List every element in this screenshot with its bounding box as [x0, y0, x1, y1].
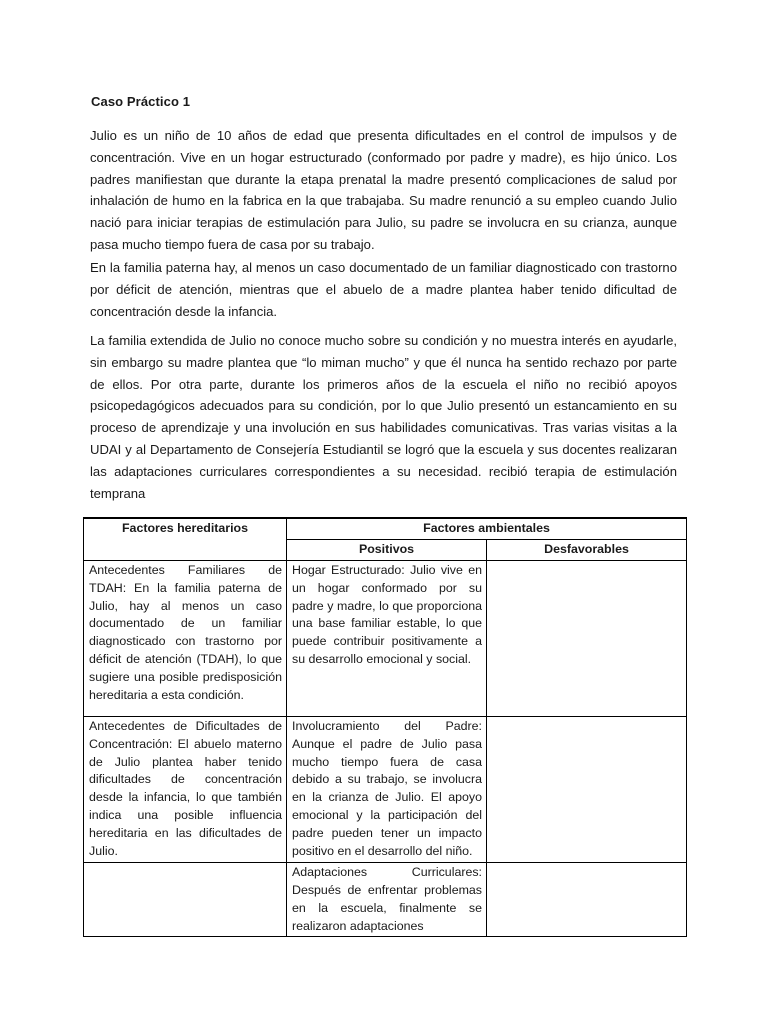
table-row [84, 717, 687, 863]
table-header-row [84, 518, 687, 540]
cell-hereditarios [84, 863, 287, 937]
paragraph-extended-family: La familia extendida de Julio no conoce mucho sobre su condición y no muestra interés en ayudarle, sin embargo su madre plantea que “lo miman mucho” y que él nunca ha sentido rechazo por parte de ellos. Por otra parte, durante los primeros años de la escuela el niño no recibió apoyos psicopedagógicos adecuados para su condición, por lo que Julio presentó un estancamiento en su proceso de aprendizaje y una involución en sus habilidades comunicativas. Tras varias visitas a la UDAI y al Departamento de Consejería Estudiantil se logró que la escuela y sus docentes realizaran las adaptaciones curriculares correspondientes a su necesidad. recibió terapia de estimulación temprana [90, 333, 677, 501]
cell-positivos: Hogar Estructurado: Julio vive en un hogar conformado por su padre y madre, lo que proporciona una base familiar estable, lo que puede contribuir positivamente a su desarrollo emocional y social. [287, 561, 487, 717]
cell-desfavorables [487, 561, 687, 717]
table-row [84, 561, 687, 717]
cell-positivos [287, 863, 487, 937]
header-positivos: Positivos [287, 540, 487, 561]
cell-positivos-text: Adaptaciones Curriculares: Después de enfrentar problemas en la escuela, finalmente se realizaron adaptaciones [292, 865, 482, 933]
paragraph-paternal-family: En la familia paterna hay, al menos un caso documentado de un familiar diagnosticado con trastorno por déficit de atención, mientras que el abuelo de a madre plantea haber tenido dificultad de concentración desde la infancia. [90, 260, 677, 319]
header-ambientales: Factores ambientales [287, 518, 687, 540]
document-title: Caso Práctico 1 [91, 94, 191, 109]
cell-hereditarios: Antecedentes Familiares de TDAH: En la familia paterna de Julio, hay al menos un caso documentado de un familiar diagnosticado con trastorno por déficit de atención (TDAH), lo que sugiere una posible predisposición hereditaria a esta condición. [84, 561, 287, 717]
header-desfavorables: Desfavorables [487, 540, 687, 561]
factors-table [83, 517, 687, 937]
header-hereditarios: Factores hereditarios [84, 518, 287, 561]
table-row [84, 863, 687, 937]
paragraph-case-description: Julio es un niño de 10 años de edad que presenta dificultades en el control de impulsos y de concentración. Vive en un hogar estructurado (conformado por padre y madre), es hijo único. Los padres manifiestan que durante la etapa prenatal la madre presentó complicaciones de salud por inhalación de humo en la fabrica en la que trabajaba. Su madre renunció a su empleo cuando Julio nació para iniciar terapias de estimulación para Julio, su padre se involucra en su crianza, aunque pasa mucho tiempo fuera de casa por su trabajo. [90, 128, 677, 252]
cell-desfavorables [487, 863, 687, 937]
cell-desfavorables [487, 717, 687, 863]
cell-hereditarios: Antecedentes de Dificultades de Concentración: El abuelo materno de Julio plantea haber tenido dificultades de concentración desde la infancia, lo que también indica una posible influencia hereditaria en las dificultades de Julio. [84, 717, 287, 863]
cell-positivos: Involucramiento del Padre: Aunque el padre de Julio pasa mucho tiempo fuera de casa debido a su trabajo, se involucra en la crianza de Julio. El apoyo emocional y la participación del padre pueden tener un impacto positivo en el desarrollo del niño. [287, 717, 487, 863]
